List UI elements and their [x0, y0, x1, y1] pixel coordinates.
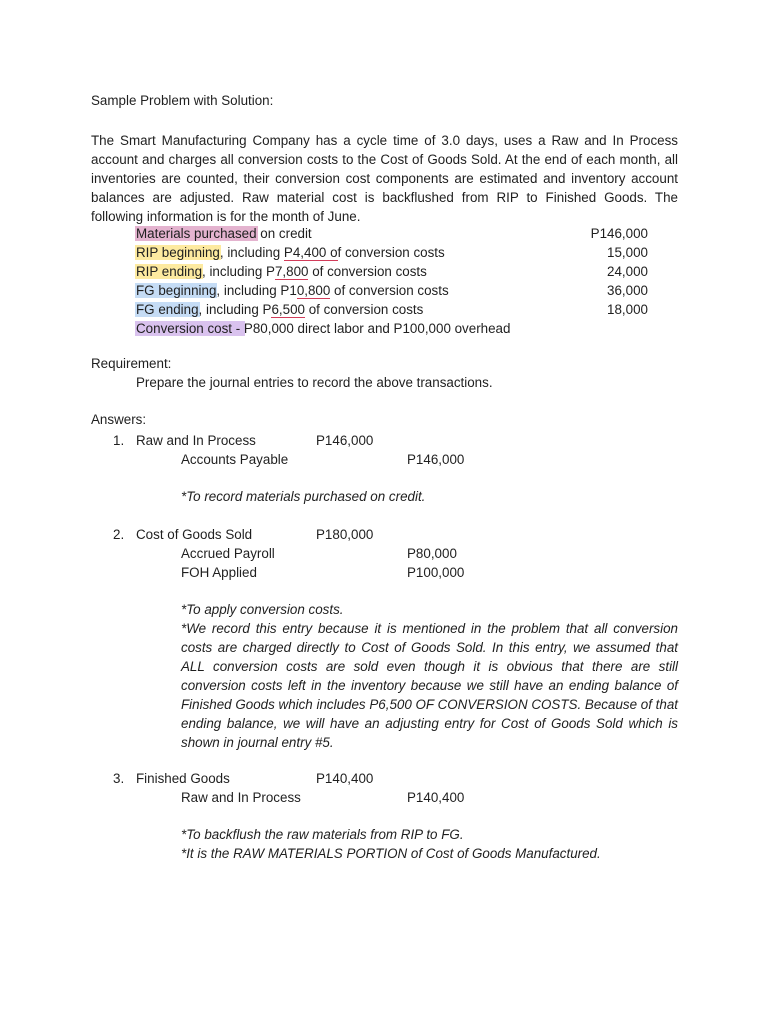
underlined-value: 7,800 [274, 264, 309, 279]
entry-note: *It is the RAW MATERIALS PORTION of Cost of Goods Manufactured. [181, 846, 601, 861]
given-amount: P146,000 [590, 226, 648, 241]
entry-note: *We record this entry because it is mentioned in the problem that all conversion costs are charged directly to Cost of Goods Sold. In this entry, we assumed that ALL conversion costs are sold even though it is obvious that there are still conversion costs left in the inventory because we still have an ending balance of Finished Goods which includes P6,500 OF CONVERSION COSTS. Because of that ending balance, we will have an adjusting entry for Cost of Goods Sold which is shown in journal entry #5. [181, 621, 678, 750]
highlighted-term: Conversion cost - [136, 321, 244, 336]
underlined-value: 0,800 [296, 283, 331, 298]
answers-title: Answers: [91, 412, 147, 427]
credit-account: Raw and In Process [181, 790, 301, 805]
highlighted-term: Materials purchased [136, 226, 257, 241]
entry-note: *To record materials purchased on credit. [181, 489, 426, 504]
given-description [136, 281, 449, 300]
given-row [136, 300, 648, 319]
highlighted-term: RIP beginning [136, 245, 220, 260]
entry-notes [181, 600, 678, 752]
given-description [136, 319, 510, 338]
given-row [136, 319, 648, 338]
credit-amount: P146,000 [407, 452, 465, 467]
underlined-value: P4,400 o [283, 245, 338, 260]
given-amount: 15,000 [607, 245, 648, 260]
given-amount: 18,000 [607, 302, 648, 317]
credit-account: Accounts Payable [181, 452, 289, 467]
description-text: of conversion costs [330, 283, 449, 298]
description-text: of conversion costs [308, 264, 427, 279]
description-text: on credit [256, 226, 312, 241]
debit-account: Cost of Goods Sold [136, 527, 253, 542]
debit-account: Raw and In Process [136, 433, 256, 448]
entry-number: 1. [113, 433, 125, 448]
description-text: , including [219, 245, 284, 260]
given-row [136, 281, 648, 300]
highlighted-term: RIP ending [136, 264, 203, 279]
entry-notes [181, 487, 678, 506]
debit-amount: P140,400 [316, 771, 374, 786]
section-heading: Sample Problem with Solution: [91, 93, 274, 108]
given-description [136, 300, 423, 319]
debit-amount: P180,000 [316, 527, 374, 542]
given-row [136, 243, 648, 262]
requirement-title: Requirement: [91, 356, 172, 371]
description-text: , including P [202, 264, 275, 279]
credit-amount: P80,000 [407, 546, 457, 561]
given-amount: 36,000 [607, 283, 648, 298]
entry-note: *To apply conversion costs. [181, 602, 344, 617]
given-description [136, 243, 445, 262]
description-text: f conversion costs [337, 245, 445, 260]
given-data-list [136, 224, 648, 338]
description-text: , including P1 [216, 283, 297, 298]
entry-note: *To backflush the raw materials from RIP to FG. [181, 827, 464, 842]
given-row [136, 224, 648, 243]
given-amount: 24,000 [607, 264, 648, 279]
entry-number: 3. [113, 771, 125, 786]
credit-amount: P100,000 [407, 565, 465, 580]
given-description [136, 262, 427, 281]
description-text: , including P [198, 302, 272, 317]
highlighted-term: FG ending [136, 302, 199, 317]
description-text: P80,000 direct labor and P100,000 overhead [243, 321, 511, 336]
requirement-text: Prepare the journal entries to record the above transactions. [136, 375, 493, 390]
underlined-value: 6,500 [271, 302, 305, 317]
problem-intro: The Smart Manufacturing Company has a cycle time of 3.0 days, uses a Raw and In Process account and charges all conversion costs to the Cost of Goods Sold. At the end of each month, all inventories are counted, their conversion cost components are estimated and inventory account balances are adjusted. Raw material cost is backflushed from RIP to Finished Goods. The following information is for the month of June. [91, 133, 678, 224]
entry-number: 2. [113, 527, 125, 542]
credit-account: Accrued Payroll [181, 546, 275, 561]
credit-amount: P140,400 [407, 790, 465, 805]
description-text: of conversion costs [305, 302, 424, 317]
given-row [136, 262, 648, 281]
debit-amount: P146,000 [316, 433, 374, 448]
given-description [136, 224, 312, 243]
debit-account: Finished Goods [136, 771, 230, 786]
entry-notes [181, 825, 678, 863]
credit-account: FOH Applied [181, 565, 257, 580]
highlighted-term: FG beginning [136, 283, 217, 298]
